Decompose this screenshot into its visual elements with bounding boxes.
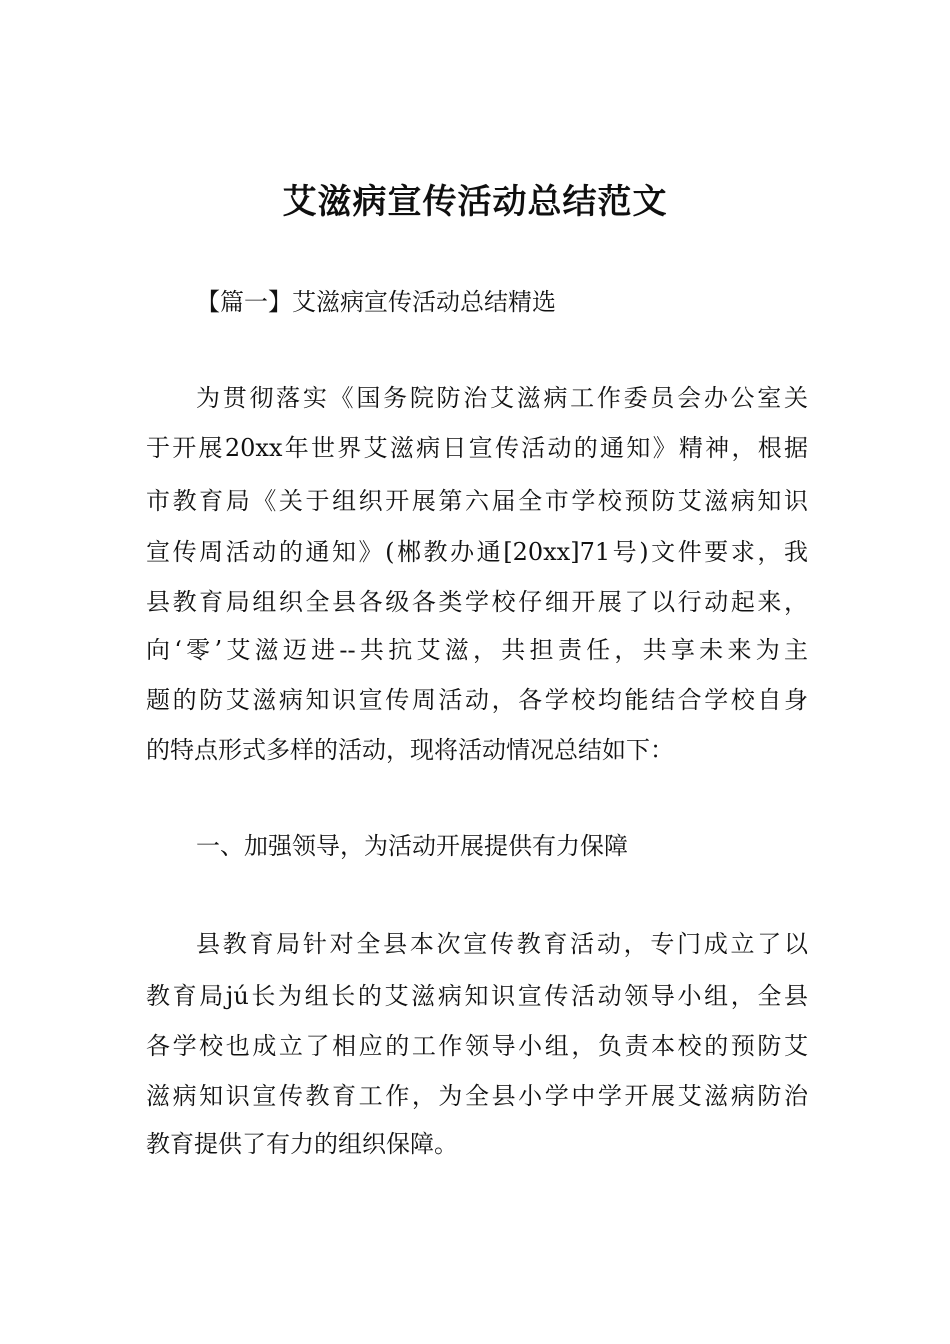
section1-line: 各学校也成立了相应的工作领导小组，负责本校的预防艾 (146, 1032, 808, 1060)
intro-line: 题的防艾滋病知识宣传周活动，各学校均能结合学校自身 (146, 686, 808, 714)
document-title: 艾滋病宣传活动总结范文 (282, 182, 668, 222)
section1-line: 滋病知识宣传教育工作，为全县小学中学开展艾滋病防治 (146, 1082, 808, 1110)
section-heading: 一、加强领导，为活动开展提供有力保障 (196, 832, 628, 860)
intro-line: 市教育局《关于组织开展第六届全市学校预防艾滋病知识 (146, 487, 808, 515)
intro-line: 为贯彻落实《国务院防治艾滋病工作委员会办公室关 (196, 384, 808, 412)
intro-line: 宣传周活动的通知》(郴教办通[20xx]71号)文件要求，我 (146, 538, 808, 566)
intro-line: 于开展20xx年世界艾滋病日宣传活动的通知》精神，根据 (146, 434, 808, 462)
section1-line: 教育局jú长为组长的艾滋病知识宣传活动领导小组，全县 (146, 982, 808, 1010)
intro-line: 的特点形式多样的活动，现将活动情况总结如下： (146, 736, 674, 764)
section1-line: 县教育局针对全县本次宣传教育活动，专门成立了以 (196, 930, 808, 958)
intro-line: 向‘零’艾滋迈进--共抗艾滋，共担责任，共享未来为主 (146, 636, 808, 664)
part-heading: 【篇一】艾滋病宣传活动总结精选 (196, 288, 556, 316)
section1-line: 教育提供了有力的组织保障。 (146, 1130, 458, 1158)
intro-line: 县教育局组织全县各级各类学校仔细开展了以行动起来， (146, 588, 808, 616)
